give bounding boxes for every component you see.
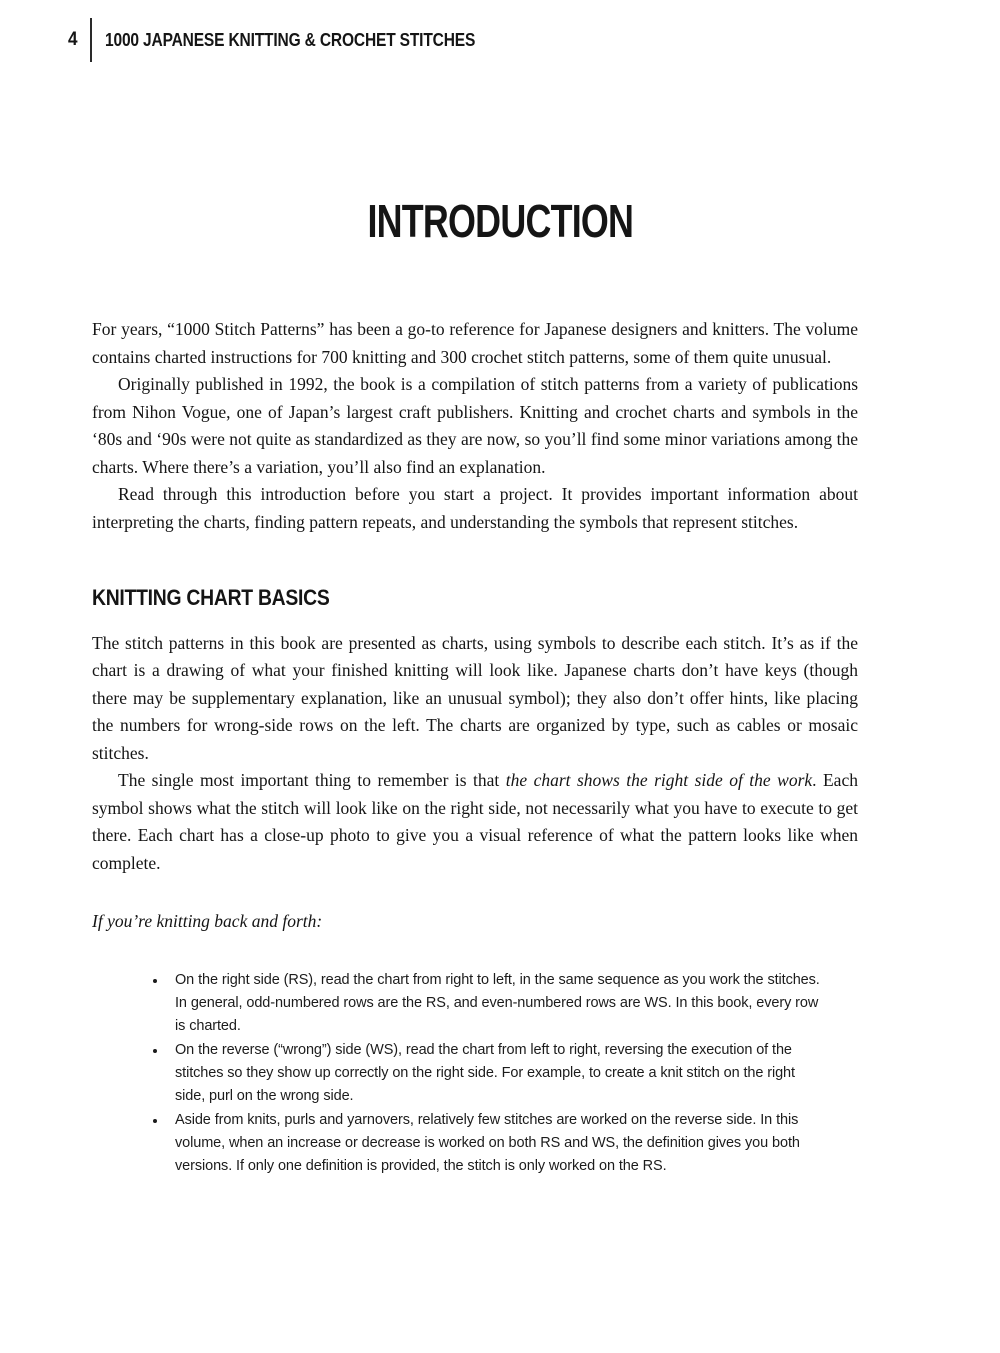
section-paragraph-2-rest: . Each symbol shows what the stitch will look like on the right side, not necessarily what you have to execute to get there. Each chart has a close-up photo to give you a visual reference of what the pattern looks like when complete. xyxy=(92,770,858,873)
bullet-item-wrong-side: • On the reverse (“wrong”) side (WS), read the chart from left to right, reversing the execution of the stitches so they show up correctly on the right side. For example, to create a knit stitch on the right side, purl on the wrong side. xyxy=(167,1039,827,1108)
chapter-title-text: INTRODUCTION xyxy=(367,195,633,247)
chapter-title xyxy=(0,194,1000,248)
page-header xyxy=(68,18,546,62)
intro-paragraph-3: Read through this introduction before you start a project. It provides important information about interpreting the charts, finding pattern repeats, and understanding the symbols that represent stitches. xyxy=(92,484,858,532)
page-body xyxy=(92,316,858,1179)
section-paragraph-2-emphasis: the chart shows the right side of the work xyxy=(505,770,813,791)
section-heading-knitting-chart-basics: KNITTING CHART BASICS xyxy=(92,585,330,610)
intro-paragraph-1: For years, “1000 Stitch Patterns” has been a go-to reference for Japanese designers and knitters. The volume contains charted instructions for 700 knitting and 300 crochet stitch patterns, some of them quite unusual. xyxy=(92,319,858,367)
running-title: 1000 JAPANESE KNITTING & CROCHET STITCHES xyxy=(105,29,476,50)
section-paragraph-2-lead: The single most important thing to remember is that xyxy=(118,770,506,791)
bullet-list-intro: If you’re knitting back and forth: xyxy=(92,911,323,932)
intro-paragraph-2: Originally published in 1992, the book is a compilation of stitch patterns from a variety of publications from Nihon Vogue, one of Japan’s largest craft publishers. Knitting and crochet charts and symbols in the ‘80s and ‘90s were not quite as standardized as they are now, so you’ll find some minor variations among the charts. Where there’s a variation, you’ll also find an explanation. xyxy=(92,374,858,477)
header-divider xyxy=(90,18,92,62)
page-number: 4 xyxy=(68,29,78,50)
section-paragraph-1: The stitch patterns in this book are presented as charts, using symbols to describe each stitch. It’s as if the chart is a drawing of what your finished knitting will look like. Japanese charts don’t have keys (though there may be supplementary explanation, like an unusual symbol); they also don’t offer hints, like placing the numbers for wrong-side rows on the left. The charts are organized by type, such as cables or mosaic stitches. xyxy=(92,632,858,763)
knitting-direction-bullet-list xyxy=(92,969,827,1178)
bullet-item-right-side: • On the right side (RS), read the chart from right to left, in the same sequence as you work the stitches. In general, odd-numbered rows are the RS, and even-numbered rows are WS. In this book, every row is charted. xyxy=(167,969,827,1038)
section-paragraph-2 xyxy=(92,767,858,877)
bullet-item-reverse-side-stitches: • Aside from knits, purls and yarnovers, relatively few stitches are worked on the reverse side. In this volume, when an increase or decrease is worked on both RS and WS, the definition gives you both versions. If only one definition is provided, the stitch is only worked on the RS. xyxy=(167,1109,827,1178)
